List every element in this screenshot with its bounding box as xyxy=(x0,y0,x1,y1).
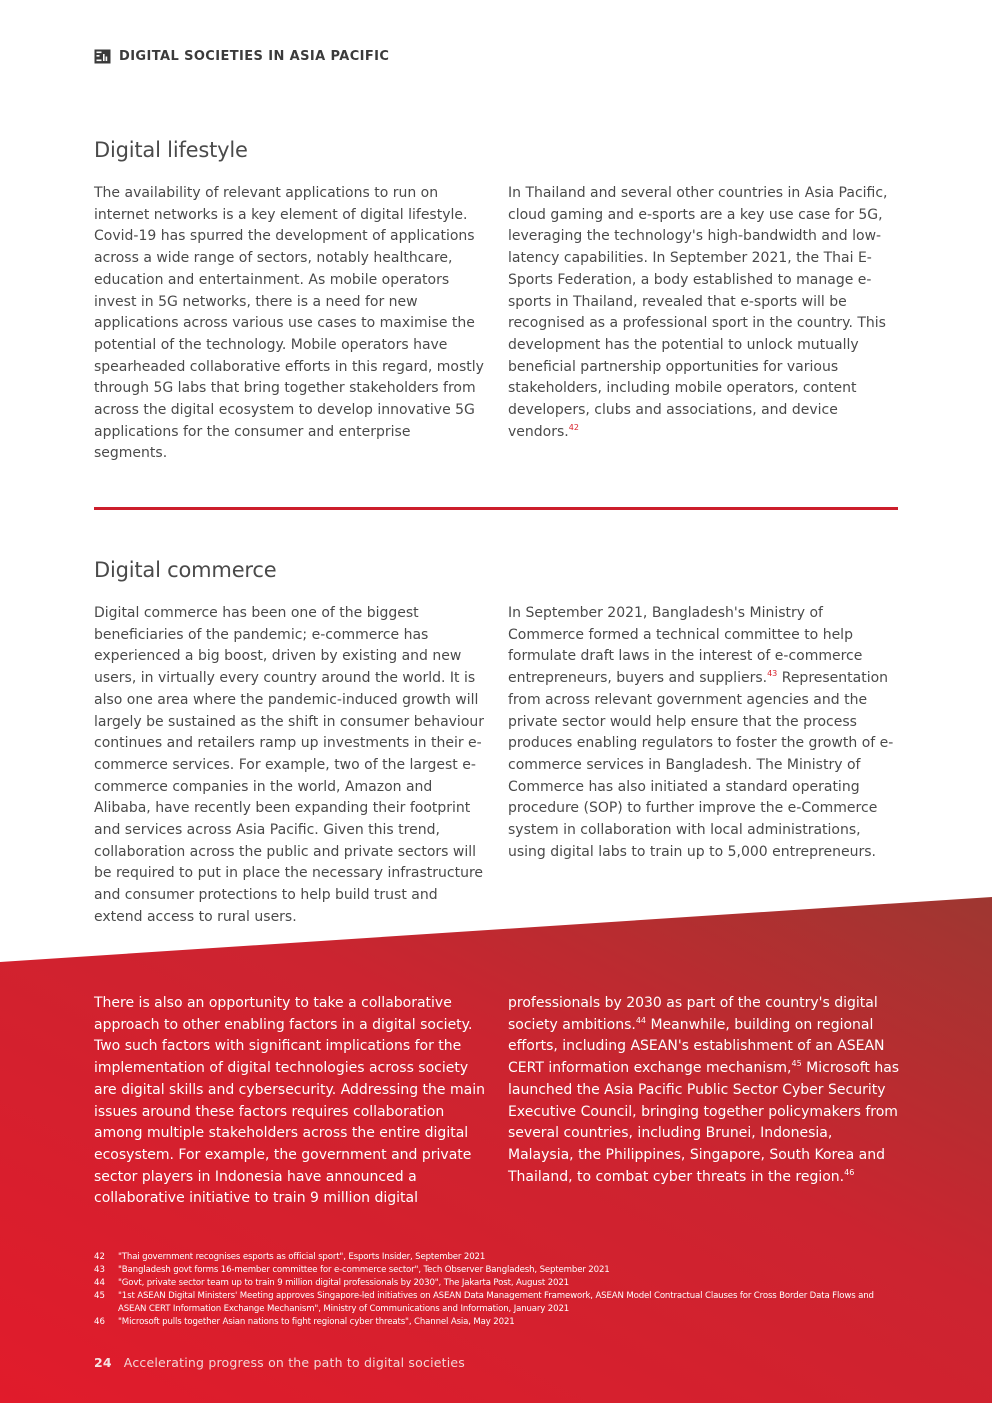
section-divider xyxy=(94,507,898,510)
footer-caption: Accelerating progress on the path to digital societies xyxy=(123,1355,466,1370)
footnote-item xyxy=(94,1277,894,1290)
section-title-digital-commerce: Digital commerce xyxy=(94,558,277,582)
section-title-digital-lifestyle: Digital lifestyle xyxy=(94,138,248,162)
lifestyle-paragraph-left: The availability of relevant applications to run on internet networks is a key element of digital lifestyle. Covid-19 has spurred the development of applications across a wide range of sectors, notably healthcare, education and entertainment. As mobile operators invest in 5G networks, there is a need for new applications across various use cases to maximise the potential of the technology. Mobile operators have spearheaded collaborative efforts in this regard, mostly through 5G labs that bring together stakeholders from across the digital ecosystem to develop innovative 5G applications for the consumer and enterprise segments. xyxy=(94,185,484,462)
footnote-number: 45 xyxy=(94,1291,105,1301)
commerce-paragraph-left: Digital commerce has been one of the biggest beneficiaries of the pandemic; e-commerce has experienced a big boost, driven by existing and new users, in virtually every country around the world. It is also one area where the pandemic-induced growth will largely be sustained as the shift in consumer behaviour continues and retailers ramp up investments in their e-commerce services. For example, two of the largest e-commerce companies in the world, Amazon and Alibaba, have recently been expanding their footprint and services across Asia Pacific. Given this trend, collaboration across the public and private sectors will be required to put in place the necessary infrastructure and consumer protections to help build trust and extend access to rural users. xyxy=(94,605,485,925)
page-number: 24 xyxy=(94,1355,112,1370)
header-title: DIGITAL SOCIETIES IN ASIA PACIFIC xyxy=(119,49,390,64)
footnote-text: "Thai government recognises esports as official sport", Esports Insider, September 2021 xyxy=(118,1252,486,1262)
footnote-ref-43[interactable]: 43 xyxy=(767,669,778,679)
enablers-paragraph-right: professionals by 2030 as part of the country's digital society ambitions.$^{44}$ Meanwhile, building on regional efforts, including ASEAN's establishment of an ASEAN CERT information exchange mechanism,$^{45}$ Microsoft has launched the Asia Pacific Public Sector Cyber Security Executive Council, bringing together policymakers from several countries, including Brunei, Indonesia, Malaysia, the Philippines, Singapore, South Korea and Thailand, to combat cyber threats in the region.$^{46}$ xyxy=(508,995,900,1185)
footnote-number: 42 xyxy=(94,1252,105,1262)
footnote-item xyxy=(94,1251,894,1264)
footnote-ref-42[interactable]: 42 xyxy=(568,422,579,432)
footnote-item xyxy=(94,1264,894,1277)
footnote-item xyxy=(94,1316,894,1329)
commerce-paragraph-right: In September 2021, Bangladesh's Ministry of Commerce formed a technical committee to help formulate draft laws in the interest of e-commerce entrepreneurs, buyers and suppliers.$^{43}$ Representation from across relevant government agencies and the private sector would help ensure that the process produces enabling regulators to foster the growth of e-commerce services in Bangladesh. The Ministry of Commerce has also initiated a standard operating procedure (SOP) to further improve the e-Commerce system in collaboration with local administrations, using digital labs to train up to 5,000 entrepreneurs. xyxy=(508,605,894,860)
enablers-paragraph-left: There is also an opportunity to take a collaborative approach to other enabling factors in a digital society. Two such factors with significant implications for the implementation of digital technologies across society are digital skills and cybersecurity. Addressing the main issues around these factors requires collaboration among multiple stakeholders across the entire digital ecosystem. For example, the government and private sector players in Indonesia have announced a collaborative initiative to train 9 million digital xyxy=(94,995,485,1207)
footnote-text: "Bangladesh govt forms 16-member committee for e-commerce sector", Tech Observer Bangladesh, September 2021 xyxy=(118,1265,610,1275)
footnote-item xyxy=(94,1290,894,1316)
footnote-text: "1st ASEAN Digital Ministers' Meeting approves Singapore-led initiatives on ASEAN Data Management Framework, ASEAN Model Contractual Clauses for Cross Border Data Flows and ASEAN CERT Information Exchange Mechanism", Ministry of Communications and Information, January 2021 xyxy=(118,1291,874,1314)
footnote-ref-46[interactable]: 46 xyxy=(844,1167,855,1177)
footnotes-list xyxy=(94,1251,894,1329)
page-header xyxy=(94,49,389,64)
footnote-number: 44 xyxy=(94,1278,105,1288)
footnote-ref-44[interactable]: 44 xyxy=(635,1015,647,1025)
footnote-number: 43 xyxy=(94,1265,105,1275)
footnote-ref-45[interactable]: 45 xyxy=(791,1059,802,1069)
chart-book-icon xyxy=(94,49,111,64)
lifestyle-paragraph-right: In Thailand and several other countries in Asia Pacific, cloud gaming and e-sports are a key use case for 5G, leveraging the technology's high-bandwidth and low-latency capabilities. In September 2021, the Thai E-Sports Federation, a body established to manage e-sports in Thailand, revealed that e-sports will be recognised as a professional sport in the country. This development has the potential to unlock mutually beneficial partnership opportunities for various stakeholders, including mobile operators, content developers, clubs and associations, and device vendors.$^{42}$ xyxy=(508,185,888,440)
footnote-number: 46 xyxy=(94,1317,105,1327)
page-footer xyxy=(94,1355,465,1370)
footnote-text: "Microsoft pulls together Asian nations to fight regional cyber threats", Channel Asia, May 2021 xyxy=(118,1317,515,1327)
footnote-text: "Govt, private sector team up to train 9 million digital professionals by 2030", The Jakarta Post, August 2021 xyxy=(118,1278,570,1288)
